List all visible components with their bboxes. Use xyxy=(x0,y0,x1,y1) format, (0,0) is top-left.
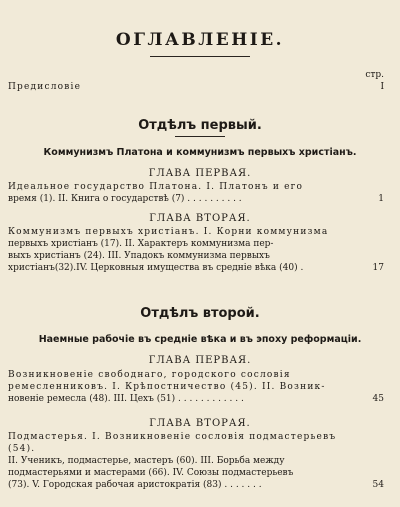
toc-line: первыхъ христіанъ (17). II. Характеръ коммунизма пер- xyxy=(8,239,274,249)
preface-entry xyxy=(8,81,384,93)
section-2-subtitle: Наемные рабочіе въ средніе вѣка и въ эпоху реформаціи. xyxy=(38,334,362,345)
toc-line: (73). V. Городская рабочая аристократія (83) . . . . . . . xyxy=(8,480,262,490)
section-1-chapter-2-entry xyxy=(8,226,384,274)
section-2-title: Отдѣлъ второй. xyxy=(140,306,260,321)
section-2-chapter-1-entry xyxy=(8,369,384,405)
chapter-page: 54 xyxy=(372,480,384,490)
toc-line: II. Ученикъ, подмастерье, мастеръ (60). III. Борьба между xyxy=(8,456,285,466)
section-2-chapter-2-heading: ГЛАВА ВТОРАЯ. xyxy=(149,418,251,429)
section-2-chapter-1-heading: ГЛАВА ПЕРВАЯ. xyxy=(148,355,252,366)
toc-line: христіанъ(32).IV. Церковныя имущества въ средніе вѣка (40) . xyxy=(8,263,304,273)
section-1-chapter-2-heading: ГЛАВА ВТОРАЯ. xyxy=(149,213,251,224)
section-1-chapter-1-entry xyxy=(8,181,384,205)
toc-line: Возникновеніе свободнаго, городского сословія xyxy=(8,370,291,380)
toc-line: Коммунизмъ первыхъ христіанъ. I. Корни коммунизма xyxy=(8,227,329,237)
toc-line: Идеальное государство Платона. I. Платонъ и его xyxy=(8,182,304,192)
page-title: ОГЛАВЛЕНІЕ. xyxy=(115,30,285,50)
toc-line: ремесленниковъ. I. Крѣпостничество (45). II. Возник- xyxy=(8,382,326,392)
toc-line: Подмастерья. I. Возникновеніе сословія подмастерьевъ (54). xyxy=(8,432,337,454)
section-1-rule xyxy=(175,136,225,137)
preface-label: Предисловіе xyxy=(8,82,82,92)
toc-line: подмастерьями и мастерами (66). IV. Союзы подмастерьевъ xyxy=(8,468,294,478)
chapter-page: 45 xyxy=(372,394,384,404)
section-2-chapter-2-entry xyxy=(8,431,384,491)
toc-line: выхъ христіанъ (24). III. Упадокъ коммунизма первыхъ xyxy=(8,251,270,261)
section-1-chapter-1-heading: ГЛАВА ПЕРВАЯ. xyxy=(148,168,252,179)
chapter-page: 1 xyxy=(378,194,384,204)
page-column-label: стр. xyxy=(365,70,384,80)
toc-line: время (1). II. Книга о государствѣ (7) . . . . . . . . . . xyxy=(8,194,242,204)
section-1-subtitle: Коммунизмъ Платона и коммунизмъ первыхъ христіанъ. xyxy=(43,147,357,158)
chapter-page: 17 xyxy=(372,263,384,273)
toc-line: новеніе ремесла (48). III. Цехъ (51) . . . . . . . . . . . . xyxy=(8,394,244,404)
section-1-title: Отдѣлъ первый. xyxy=(138,118,262,133)
title-rule xyxy=(150,56,250,57)
preface-page: I xyxy=(380,82,384,92)
